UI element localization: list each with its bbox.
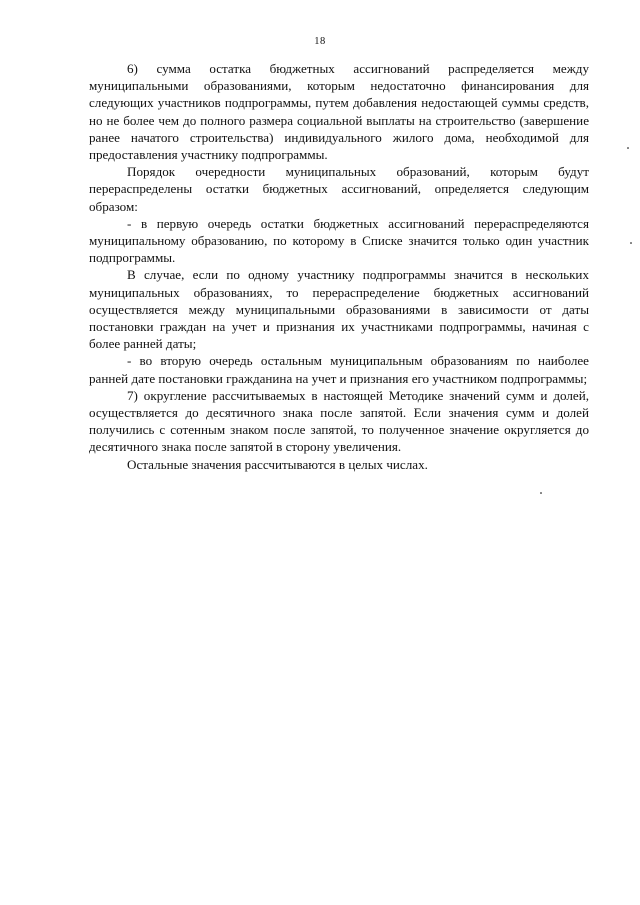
scan-speck bbox=[627, 147, 629, 149]
paragraph-several-municipalities: В случае, если по одному участнику подпрограммы значится в нескольких муниципальных образованиях, то перераспределение бюджетных ассигнований осуществляется между муниципальными образованиями в зависимости от даты постановки граждан на учет и признания их участниками подпрограммы, начиная с более ранней даты; bbox=[89, 267, 589, 352]
scan-speck bbox=[540, 492, 542, 494]
document-body bbox=[89, 60, 589, 473]
paragraph-item-6: 6) сумма остатка бюджетных ассигнований распределяется между муниципальными образованиями, которым недостаточно финансирования для следующих участников подпрограммы, путем добавления недостающей суммы средств, но не более чем до полного размера социальной выплаты на строительство (завершение ранее начатого строительства) индивидуального жилого дома, необходимой для предоставления участнику подпрограммы. bbox=[89, 61, 589, 163]
paragraph-second-priority: - во вторую очередь остальным муниципальным образованиям по наиболее ранней дате постановки гражданина на учет и признания его участником подпрограммы; bbox=[89, 353, 589, 386]
paragraph-first-priority: - в первую очередь остатки бюджетных ассигнований перераспределяются муниципальному образованию, по которому в Списке значится только один участник подпрограммы. bbox=[89, 215, 589, 266]
scan-speck bbox=[630, 242, 632, 244]
paragraph-whole-numbers: Остальные значения рассчитываются в целых числах. bbox=[127, 456, 428, 472]
paragraph-item-7: 7) округление рассчитываемых в настоящей Методике значений сумм и долей, осуществляется до десятичного знака после запятой. Если значения сумм и долей получились с сотенным знаком после запятой, то полученное значение округляется до десятичного знака после запятой в сторону увеличения. bbox=[89, 387, 589, 455]
page-number: 18 bbox=[314, 36, 326, 47]
paragraph-redistribution-order: Порядок очередности муниципальных образований, которым будут перераспределены остатки бюджетных ассигнований, определяется следующим образом: bbox=[89, 164, 589, 214]
